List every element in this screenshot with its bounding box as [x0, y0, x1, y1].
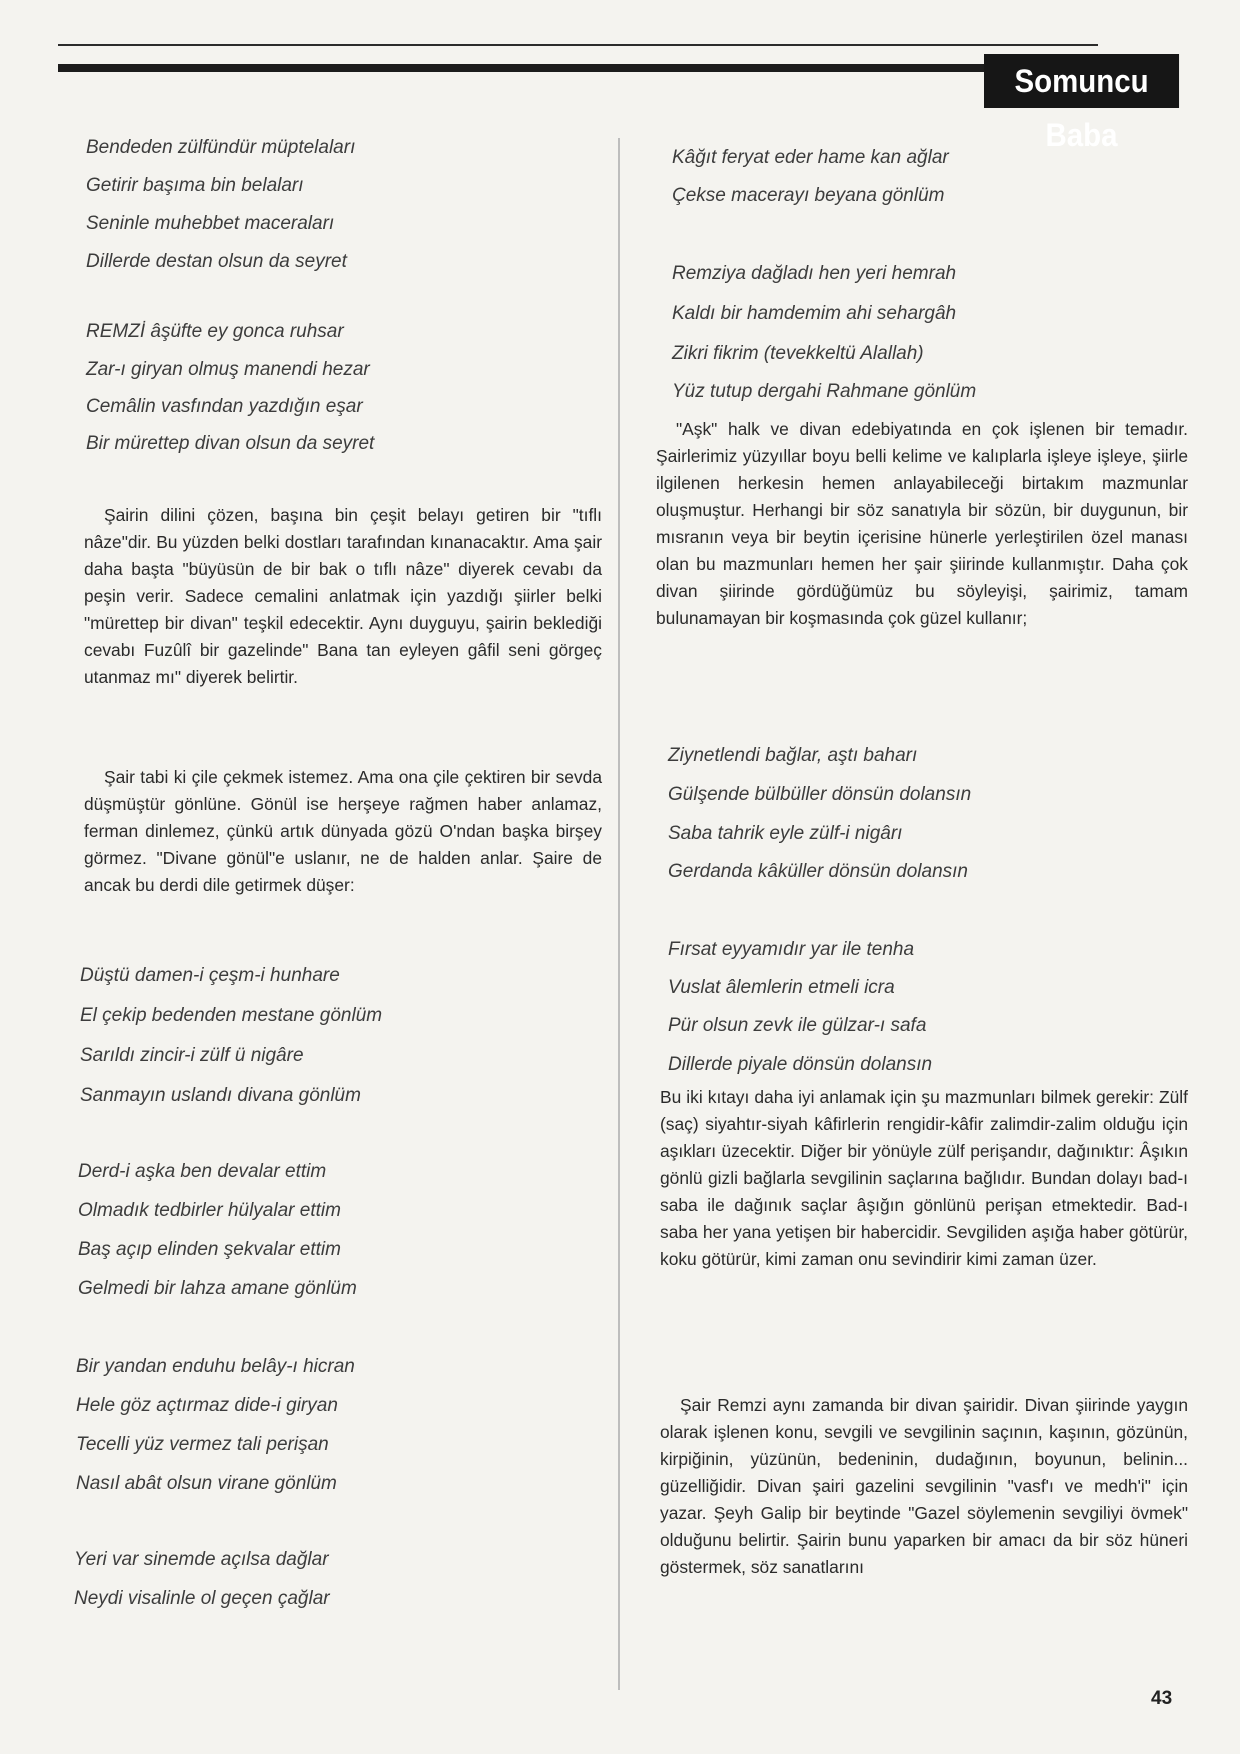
page-number: 43 [1151, 1688, 1173, 1709]
verse-line: Düştü damen-i çeşm-i hunhare [80, 965, 340, 986]
verse-line: Gülşende bülbüller dönsün dolansın [668, 784, 972, 805]
verse-line: Zikri fikrim (tevekkeltü Alallah) [672, 343, 924, 364]
verse-line: REMZİ âşüfte ey gonca ruhsar [86, 321, 344, 342]
paragraph [656, 416, 1188, 632]
verse-line: Kaldı bir hamdemim ahi sehargâh [672, 303, 957, 324]
verse-line: El çekip bedenden mestane gönlüm [80, 1005, 383, 1026]
verse-line: Sanmayın uslandı divana gönlüm [80, 1085, 361, 1106]
paragraph-text: Şair Remzi aynı zamanda bir divan şairidir. Divan şiirinde yaygın olarak işlenen konu, sevgili ve sevgilinin saçının, kaşının, gözünün, kirpiğinin, yüzünün, bedeninin, dudağının, boyunun, belinin... güzelliğidir. Divan şairi gazelini sevgilinin "vasf'ı ve medh'i" için yazar. Şeyh Galip bir beytinde "Gazel söylemenin sevgiliyi övmek" olduğunu belirtir. Şairin bunu yaparken bir amacı da bir söz hüneri göstermek, söz sanatlarını [660, 1395, 1188, 1577]
verse-line: Yeri var sinemde açılsa dağlar [74, 1549, 329, 1570]
paragraph-text: Şairin dilini çözen, başına bin çeşit belayı getiren bir "tıflı nâze"dir. Bu yüzden belki dostları tarafından kınanacaktır. Ama şair daha başta "büyüsün de bir bak o tıflı nâze" diyerek cevabı da peşin verir. Sadece cemalini anlatmak için yazdığı şiirler belki "mürettep bir divan" teşkil edecektir. Aynı duyguyu, şairin beklediği cevabı Fuzûlî bir gazelinde" Bana tan eyleyen gâfil seni görgeç utanmaz mı" diyerek belirtir. [84, 505, 602, 687]
verse-line: Olmadık tedbirler hülyalar ettim [78, 1200, 341, 1221]
verse-line: Derd-i aşka ben devalar ettim [78, 1161, 327, 1182]
header-rule-thick [58, 64, 986, 72]
verse-line: Saba tahrik eyle zülf-i nigârı [668, 823, 903, 844]
paragraph-text: Şair tabi ki çile çekmek istemez. Ama ona çile çektiren bir sevda düşmüştür gönlüne. Gönül ise herşeye rağmen haber anlamaz, ferman dinlemez, çünkü artık dünyada gözü O'ndan başka birşey görmez. "Divane gönül"e uslanır, ne de halden anlar. Şaire de ancak bu derdi dile getirmek düşer: [84, 767, 602, 895]
paragraph-text: "Aşk" halk ve divan edebiyatında en çok işlenen bir temadır. Şairlerimiz yüzyıllar boyu belli kelime ve kalıplarla işleye işleye, şiirle ilgilenen herkesin hemen anlayabileceği birtakım mazmunlar oluşmuştur. Herhangi bir söz sanatıyla bir sözün, bir duygunun, bir mısranın veya bir beytin içerisine hünerle yerleştirilen özel manası olan bu mazmunları hemen her şair şiirinde kullanmıştır. Daha çok divan şiirinde gördüğümüz bu söyleyişi, şairimiz, tamam bulunamayan bir koşmasında çok güzel kullanır; [656, 419, 1188, 628]
verse-line: Yüz tutup dergahi Rahmane gönlüm [672, 381, 977, 402]
verse-line: Neydi visalinle ol geçen çağlar [74, 1588, 330, 1609]
verse-line: Bir yandan enduhu belây-ı hicran [76, 1356, 355, 1377]
verse-line: Pür olsun zevk ile gülzar-ı safa [668, 1015, 927, 1036]
verse-line: Bendeden zülfündür müptelaları [86, 137, 356, 158]
verse-line: Dillerde piyale dönsün dolansın [668, 1054, 933, 1075]
verse-line: Kâğıt feryat eder hame kan ağlar [672, 147, 949, 168]
verse-line: Gerdanda kâküller dönsün dolansın [668, 861, 968, 882]
verse-line: Tecelli yüz vermez tali perişan [76, 1434, 329, 1455]
paragraph [84, 502, 602, 691]
magazine-brand: Somuncu Baba [984, 54, 1179, 108]
verse-line: Dillerde destan olsun da seyret [86, 251, 347, 272]
paragraph-text: Bu iki kıtayı daha iyi anlamak için şu mazmunları bilmek gerekir: Zülf (saç) siyahtır-siyah kâfirlerin rengidir-kâfir zalimdir-zalim olduğu için aşıkları üzecektir. Diğer bir yönüyle zülf perişandır, dağınıktır: Âşıkın gönlü gizli bağlarla sevgilinin saçlarına bağlıdır. Bundan dolayı bad-ı saba ile dağınık saçlar âşığın gönlünü perişan etmektedir. Bad-ı saba her yana yetişen bir habercidir. Sevgiliden aşığa haber götürür, koku götürür, kimi zaman onu sevindirir kimi zaman üzer. [660, 1087, 1188, 1269]
verse-line: Gelmedi bir lahza amane gönlüm [78, 1278, 357, 1299]
verse-line: Zar-ı giryan olmuş manendi hezar [86, 359, 370, 380]
verse-line: Remziya dağladı hen yeri hemrah [672, 263, 957, 284]
paragraph [84, 764, 602, 899]
verse-line: Vuslat âlemlerin etmeli icra [668, 977, 895, 998]
verse-line: Baş açıp elinden şekvalar ettim [78, 1239, 341, 1260]
verse-line: Getirir başıma bin belaları [86, 175, 304, 196]
paragraph [660, 1392, 1188, 1581]
column-divider [618, 138, 620, 1690]
verse-line: Nasıl abât olsun virane gönlüm [76, 1473, 337, 1494]
verse-line: Cemâlin vasfından yazdığın eşar [86, 396, 363, 417]
paragraph [660, 1084, 1188, 1273]
verse-line: Sarıldı zincir-i zülf ü nigâre [80, 1045, 304, 1066]
verse-line: Bir mürettep divan olsun da seyret [86, 433, 375, 454]
verse-line: Fırsat eyyamıdır yar ile tenha [668, 939, 915, 960]
header-rule-thin [58, 44, 1098, 46]
verse-line: Seninle muhebbet maceraları [86, 213, 335, 234]
verse-line: Ziynetlendi bağlar, aştı baharı [668, 745, 918, 766]
verse-line: Hele göz açtırmaz dide-i giryan [76, 1395, 338, 1416]
verse-line: Çekse macerayı beyana gönlüm [672, 185, 945, 206]
